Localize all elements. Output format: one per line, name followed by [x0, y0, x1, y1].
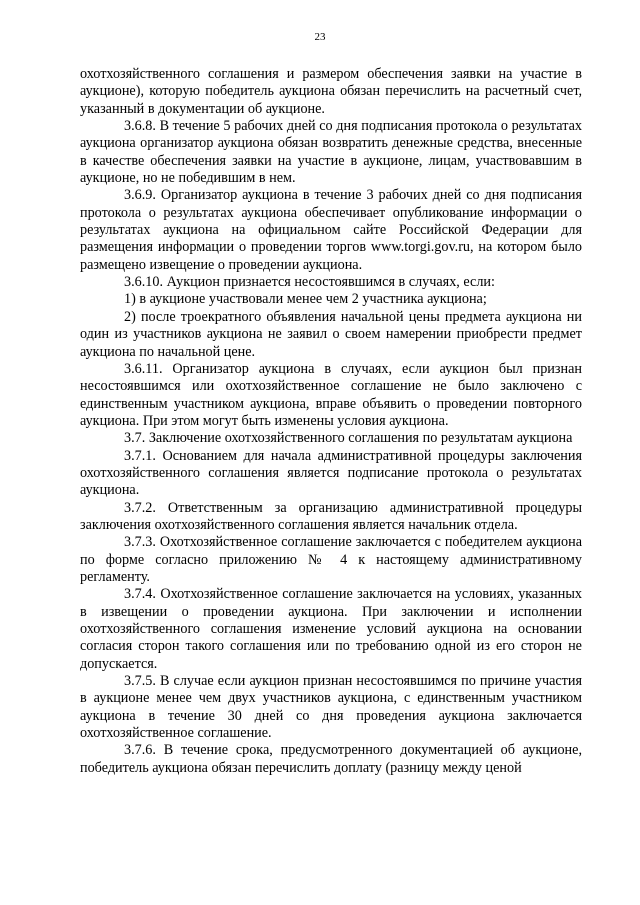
document-body [80, 66, 582, 777]
page-number: 23 [314, 31, 326, 43]
paragraph-continuation: охотхозяйственного соглашения и размером обеспечения заявки на участие в аукционе), которую победитель аукциона обязан перечислить на расчетный счет, указанный в документации об аукционе. [80, 66, 582, 117]
paragraph-3-7-6: 3.7.6. В течение срока, предусмотренного документацией об аукционе, победитель аукциона обязан перечислить доплату (разницу между ценой [80, 742, 582, 776]
paragraph-3-6-8: 3.6.8. В течение 5 рабочих дней со дня подписания протокола о результатах аукциона организатор аукциона обязан возвратить денежные средства, внесенные в качестве обеспечения заявки на участие в аукционе, лицам, участвовавшим в аукционе, но не победившим в нем. [80, 118, 582, 187]
paragraph-3-6-11: 3.6.11. Организатор аукциона в случаях, если аукцион был признан несостоявшимся или охотхозяйственное соглашение не было заключено с единственным участником аукциона, вправе объявить о проведении повторного аукциона. При этом могут быть изменены условия аукциона. [80, 360, 582, 429]
paragraph-3-6-10: 3.6.10. Аукцион признается несостоявшимся в случаях, если: [124, 274, 495, 291]
section-heading-3-7: 3.7. Заключение охотхозяйственного соглашения по результатам аукциона [124, 430, 573, 447]
paragraph-3-7-2: 3.7.2. Ответственным за организацию административной процедуры заключения охотхозяйственного соглашения является начальник отдела. [80, 499, 582, 533]
list-item-2: 2) после троекратного объявления начальной цены предмета аукциона ни один из участников аукциона не заявил о своем намерении приобрести предмет аукциона по начальной цене. [80, 308, 582, 360]
paragraph-3-6-9: 3.6.9. Организатор аукциона в течение 3 рабочих дней со дня подписания протокола о результатах аукциона обеспечивает опубликование информации о результатах аукциона на официальном сайте Российской Федерации для размещения информации о проведении торгов www.torgi.gov.ru, на котором было размещено извещение о проведении аукциона. [80, 187, 582, 273]
list-item-1: 1) в аукционе участвовали менее чем 2 участника аукциона; [124, 291, 487, 308]
paragraph-3-7-5: 3.7.5. В случае если аукцион признан несостоявшимся по причине участия в аукционе менее чем двух участников аукциона, с единственным участником аукциона в течение 30 дней со дня проведения аукциона заключается охотхозяйственное соглашение. [80, 673, 582, 742]
paragraph-3-7-4: 3.7.4. Охотхозяйственное соглашение заключается на условиях, указанных в извещении о проведении аукциона. При заключении и исполнении охотхозяйственного соглашения изменение условий аукциона на основании согласия сторон такого соглашения или по требованию одной из его сторон не допускается. [80, 586, 582, 672]
paragraph-3-7-3: 3.7.3. Охотхозяйственное соглашение заключается с победителем аукциона по форме согласно приложению № 4 к настоящему административному регламенту. [80, 534, 582, 585]
paragraph-3-7-1: 3.7.1. Основанием для начала административной процедуры заключения охотхозяйственного соглашения является подписание протокола о результатах аукциона. [80, 447, 582, 499]
